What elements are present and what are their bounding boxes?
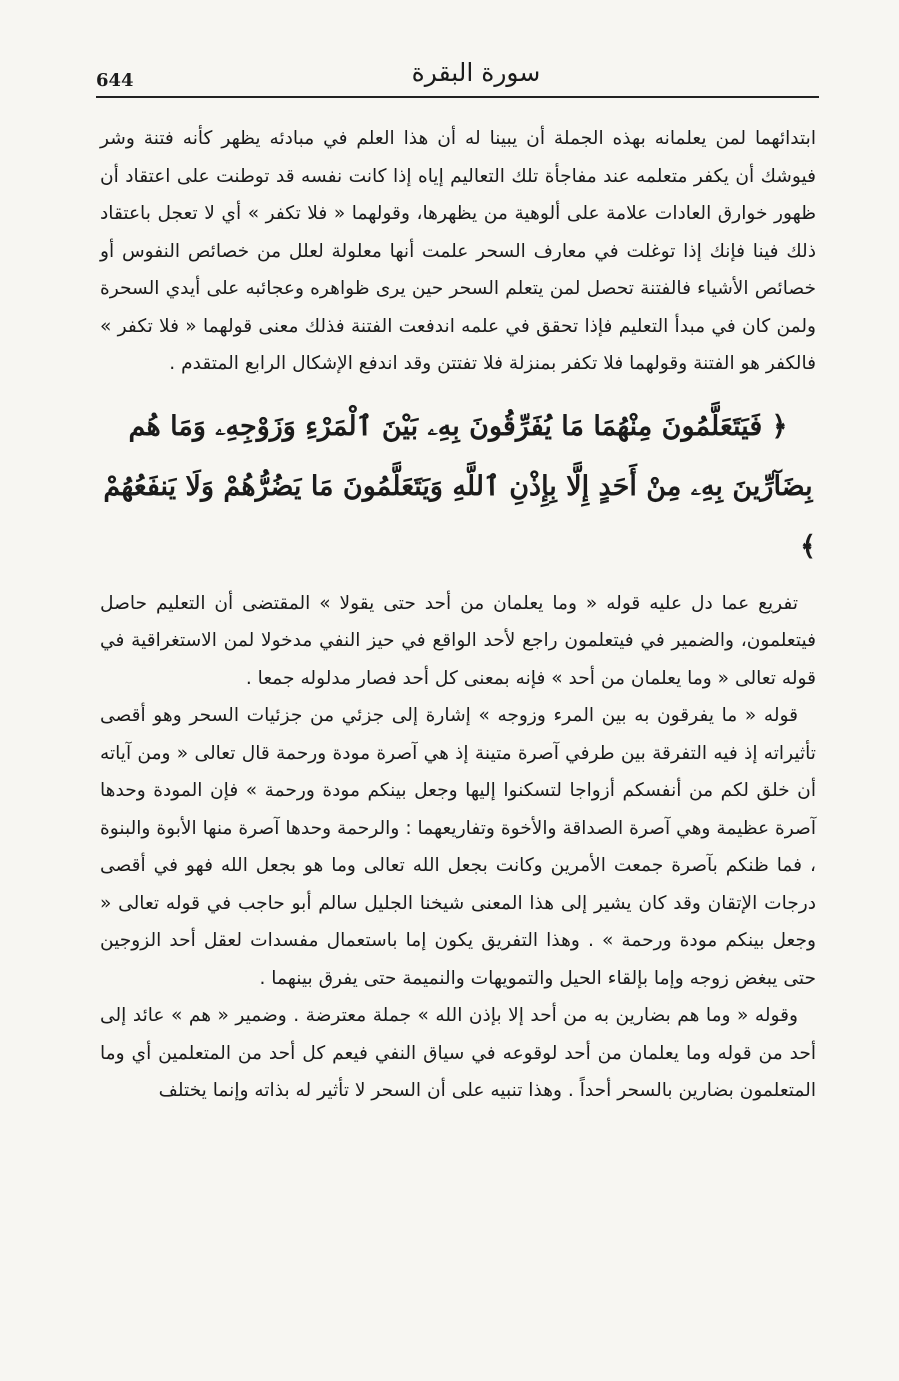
quran-verse: ﴿ فَيَتَعَلَّمُونَ مِنْهُمَا مَا يُفَرِّقُونَ بِهِۦ بَيْنَ ٱلْمَرْءِ وَزَوْجِهِۦ وَمَا هُم بِضَآرِّينَ بِهِۦ مِنْ أَحَدٍ إِلَّا بِإِذْنِ ٱللَّهِ وَيَتَعَلَّمُونَ مَا يَضُرُّهُمْ وَلَا يَنفَعُهُمْ ﴾	[103, 410, 816, 562]
paragraph-commentary-2: تفريع عما دل عليه قوله « وما يعلمان من أحد حتى يقولا » المقتضى أن التعليم حاصل فيتعلمون، والضمير في فيتعلمون راجع لأحد الواقع في حيز النفي مدخولا لمن الاستغراقية في قوله تعالى « وما يعلمان من أحد » فإنه بمعنى كل أحد فصار مدلوله جمعا .	[100, 592, 816, 689]
surah-title: سورة البقرة	[411, 58, 541, 87]
paragraph-commentary-1: ابتدائهما لمن يعلمانه بهذه الجملة أن يبينا له أن هذا العلم في مبادئه يظهر كأنه فتنة وشر فيوشك أن يكفر متعلمه عند مفاجأة تلك التعاليم إياه إذا كانت نفسه قد توطنت على اعتقاد أن ظهور خوارق العادات علامة على ألوهية من يظهرها، وقولهما « فلا تكفر » أي لا تعجل باعتقاد ذلك فينا فإنك إذا توغلت في معارف السحر علمت أنها معلولة لعلل من خصائص النفوس أو خصائص الأشياء فالفتنة تحصل لمن يتعلم السحر حين يرى ظواهره وعجائبه على أيدي السحرة ولمن كان في مبدأ التعليم فإذا تحقق في علمه اندفعت الفتنة فذلك معنى قولهما « فلا تكفر » فالكفر هو الفتنة وقولهما فلا تكفر بمنزلة فلا تفتتن وقد اندفع الإشكال الرابع المتقدم .	[100, 128, 816, 374]
page-number: 644	[96, 70, 134, 91]
paragraph-commentary-3: قوله « ما يفرقون به بين المرء وزوجه » إشارة إلى جزئي من جزئيات السحر وهو أقصى تأثيراته إذ فيه التفرقة بين طرفي آصرة متينة إذ هي آصرة مودة ورحمة قال تعالى « ومن آياته أن خلق لكم من أنفسكم أزواجا لتسكنوا إليها وجعل بينكم مودة ورحمة » فإن المودة وحدها آصرة عظيمة وهي آصرة الصداقة والأخوة وتفاريعهما : والرحمة وحدها آصرة منها الأبوة والبنوة ، فما ظنكم بآصرة جمعت الأمرين وكانت بجعل الله تعالى وما هو بجعل الله فهو في أقصى درجات الإتقان وقد كان يشير إلى هذا المعنى شيخنا الجليل سالم أبو حاجب في قوله تعالى « وجعل بينكم مودة ورحمة » . وهذا التفريق يكون إما باستعمال مفسدات لعقل أحد الزوجين حتى يبغض زوجه وإما بإلقاء الحيل والتمويهات والنميمة حتى يفرق بينهما .	[100, 705, 816, 989]
paragraph-commentary-4: وقوله « وما هم بضارين به من أحد إلا بإذن الله » جملة معترضة . وضمير « هم » عائد إلى أحد من قوله وما يعلمان من أحد لوقوعه في سياق النفي فيعم كل أحد من المتعلمين أي وما المتعلمون بضارين بالسحر أحداً . وهذا تنبيه على أن السحر لا تأثير له بذاته وإنما يختلف	[100, 1005, 816, 1101]
header-divider	[96, 96, 819, 98]
page-header	[96, 52, 816, 98]
page-body	[100, 120, 816, 1110]
